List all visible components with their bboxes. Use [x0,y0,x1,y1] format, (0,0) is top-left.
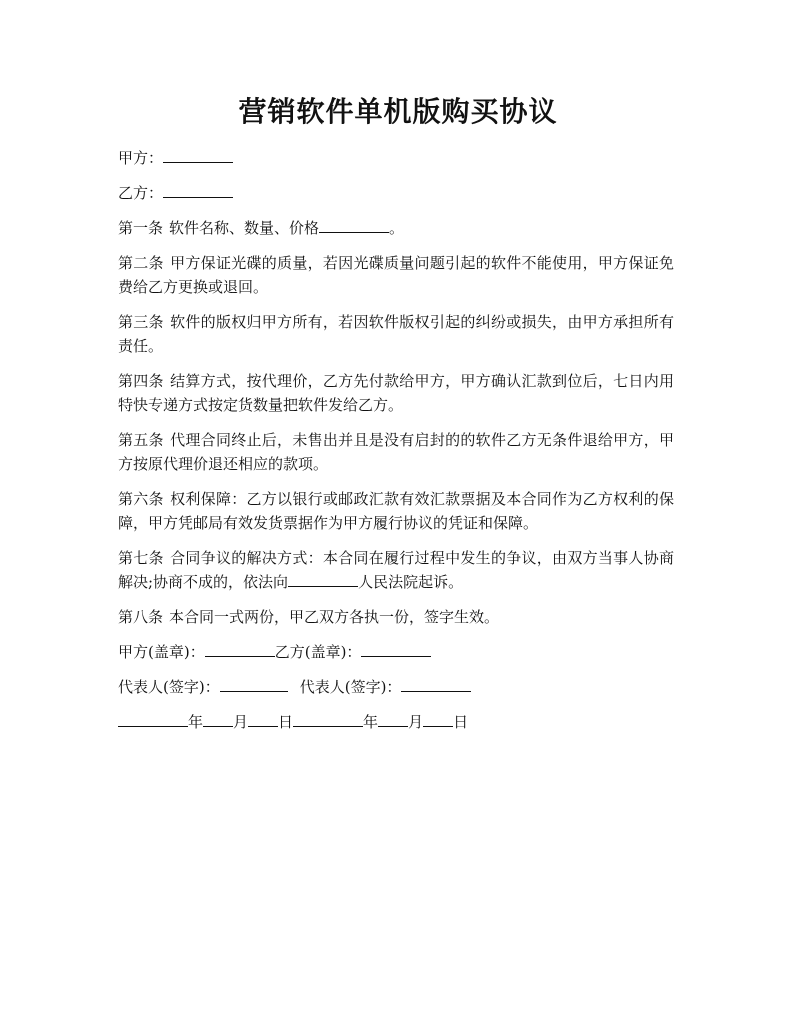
sign-a-label: 代表人(签字)： [118,678,220,696]
article-2 [118,251,674,299]
article-text: 合同争议的解决方式：本合同在履行过程中发生的争议，由双方当事人协商解决;协商不成的，依法向 [118,549,674,591]
year-a-blank [118,710,188,727]
seal-a-label: 甲方(盖章)： [118,643,205,661]
seal-line [118,640,674,664]
party-b-blank [163,181,233,198]
article-text: 软件的版权归甲方所有，若因软件版权引起的纠纷或损失，由甲方承担所有责任。 [118,313,674,355]
date-line [118,710,674,734]
article-7 [118,546,674,594]
signature-line [118,675,674,699]
year-label: 年 [188,713,204,731]
article-text: 结算方式，按代理价，乙方先付款给甲方，甲方确认汇款到位后，七日内用特快专递方式按定货数量把软件发给乙方。 [118,372,674,414]
month-a-blank [203,710,233,727]
party-a-label: 甲方： [118,149,164,167]
sign-b-blank [401,675,471,692]
article-text: 权利保障：乙方以银行或邮政汇款有效汇款票据及本合同作为乙方权利的保障，甲方凭邮局有效发货票据作为甲方履行协议的凭证和保障。 [118,490,674,532]
article-text: 本合同一式两份，甲乙双方各执一份，签字生效。 [169,608,500,626]
article-1 [118,216,674,240]
party-b-line [118,181,674,205]
article-label: 第一条 [118,219,164,237]
day-a-blank [248,710,278,727]
article-label: 第七条 [118,549,164,567]
article-3 [118,310,674,358]
software-info-blank [319,216,389,233]
article-5 [118,428,674,476]
year-label: 年 [363,713,379,731]
article-4 [118,369,674,417]
party-a-line [118,146,674,170]
sign-b-label: 代表人(签字)： [299,678,402,696]
day-label: 日 [453,713,469,731]
article-label: 第四条 [118,372,164,390]
day-label: 日 [278,713,294,731]
day-b-blank [423,710,453,727]
sign-a-blank [220,675,288,692]
article-label: 第八条 [118,608,164,626]
article-label: 第三条 [118,313,164,331]
article-text: 甲方保证光碟的质量，若因光碟质量问题引起的软件不能使用，甲方保证免费给乙方更换或退回。 [118,254,674,296]
article-label: 第六条 [118,490,164,508]
seal-a-blank [205,640,275,657]
month-b-blank [378,710,408,727]
document-title: 营销软件单机版购买协议 [238,95,558,128]
year-b-blank [293,710,363,727]
article-text: 软件名称、数量、价格 [169,219,320,237]
month-label: 月 [408,713,424,731]
party-a-blank [163,146,233,163]
article-text-end: 。 [389,219,405,237]
article-6 [118,487,674,535]
seal-b-label: 乙方(盖章)： [274,643,362,661]
article-label: 第二条 [118,254,164,272]
article-8 [118,605,674,629]
court-blank [288,570,358,587]
seal-b-blank [361,640,431,657]
party-b-label: 乙方： [118,184,164,202]
article-text-end: 人民法院起诉。 [358,573,464,591]
month-label: 月 [233,713,249,731]
article-text: 代理合同终止后，未售出并且是没有启封的的软件乙方无条件退给甲方，甲方按原代理价退还相应的款项。 [118,431,674,473]
document-body [118,146,674,745]
article-label: 第五条 [118,431,164,449]
